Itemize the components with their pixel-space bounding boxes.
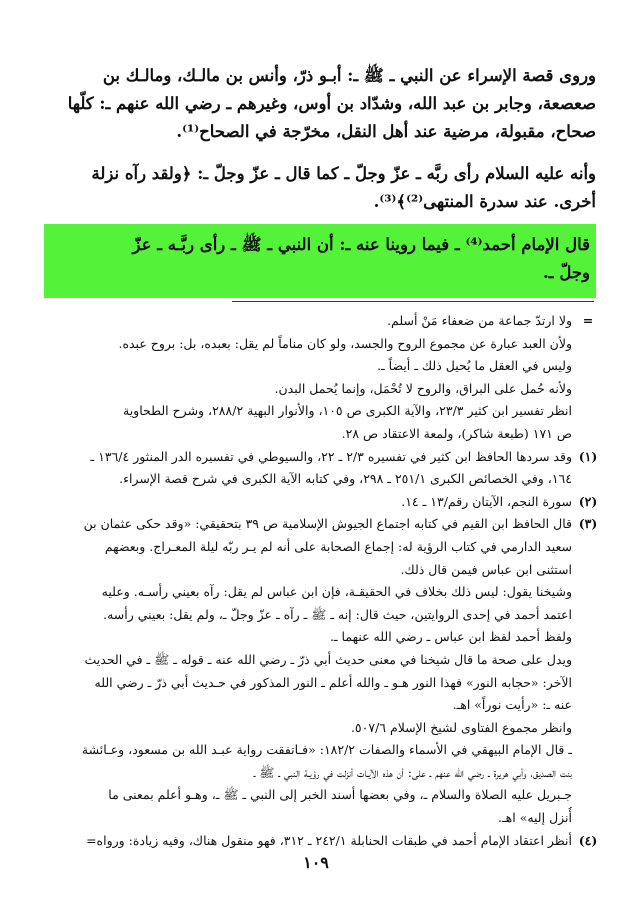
footnote-line: وشيخنا يقول: ليس ذلك بخلاف في الحقيقـة، فإن ابن عباس لم يقل: رآه بعيني رأسـه. وعليه [101,584,572,600]
page-number: ١٠٩ [303,853,329,872]
paragraph-vision [38,160,596,216]
footnote-continued [28,310,604,446]
footnote-line: عنه ـ: «رأيت نوراً» اهـ. [452,697,572,713]
text-line: أخرى. عند سدرة المنتهى⁽²⁾﴾⁽³⁾. [373,192,596,211]
footnotes [28,310,604,852]
footnote-line: سعيد الدارمي في كتاب الرؤية له: إجماع الصحابة على أنه لم يـر ربّه ليلة المعـراج. وبعضهم [104,538,572,554]
footnote-line: ص ١٧١ (طبعة شاكر)، ولمعة الاعتقاد ص ٢٨. [341,425,572,441]
footnote-number: (٤) [578,832,598,848]
footnote-line: وليس في العقل ما يُحيل ذلك ـ أيضاً ـ. [377,358,572,374]
footnote-line: ولفظ أحمد لفظ ابن عباس ـ رضي الله عنهما ـ. [329,629,572,645]
footnote-line: ولأن العبد عبارة عن مجموع الروح والجسد، ولو كان مناماً لم يقل: بعبده، بل: بروح عبده. [118,335,572,351]
footnote-number: (٣) [578,516,598,532]
text-line: قال الإمام أحمد⁽⁴⁾ ـ فيما روينا عنه ـ: أن النبي ـ ﷺ ـ رأى ربَّـه ـ عزّ [132,235,590,254]
footnote-1 [28,446,604,491]
footnote-3 [28,513,604,829]
footnote-line: أُنزل إليه» اهـ. [498,810,572,826]
footnote-line: ـ قال الإمام البيهقي في الأسماء والصفات ١٨٢/٢: «فـاتفقت رواية عبـد الله بن مسعود، وعـائشة [81,742,572,758]
footnote-line: جـبريل عليه الصلاة والسلام ـ، وفي بعضها أسند الخبر إلى النبي ـ ﷺ ـ، وهـو أعلم بمعنى ما [108,787,572,803]
footnote-4 [28,830,604,853]
text-line: صحاح، مقبولة، مرضية عند أهل النقل، مخرّجة في الصحاح⁽¹⁾. [176,122,596,141]
footnote-line: انظر تفسير ابن كثير ٢٣/٣، والآية الكبرى ص ١٠٥، والأنوار البهية ٢٨٨/٢، وشرح الطحاوية [123,403,572,419]
text-line: وأنه عليه السلام رأى ربَّه ـ عزّ وجلّ ـ كما قال ـ عزّ وجلّ ـ: ﴿ولقد رآه نزلة [91,164,596,183]
footnote-line: بنت الصديق، وأبي هريرة ـ رضي الله عنهم ـ على: أن هذه الآيـات أنزلت في رؤيـة النبي ـ ﷺ ـ [253,764,572,780]
footnote-separator [232,301,594,302]
footnote-line: قال الحافظ ابن القيم في كتابه اجتماع الجيوش الإسلامية ص ٣٩ بتحقيقي: «وقد حكى عثمان بن [83,516,572,532]
footnote-line: ويدل على صحة ما قال شيخنا في معنى حديث أبي ذرّ ـ رضي الله عنه ـ قوله ـ ﷺ ـ في الحديث [84,651,572,667]
footnote-line: اعتمد أحمد في إحدى الروايتين، حيث قال: إنه ـ ﷺ ـ رآه ـ عزّ وجلّ ـ، ولم يقل: بعيني رأسه. [103,606,572,622]
text-line: صعصعة، وجابر بن عبد الله، وشدّاد بن أوس، وغيرهم ـ رضي الله عنهم ـ: كلّها [67,94,596,113]
footnote-line: سورة النجم، الآيتان رقم/١٣ ـ ١٤. [401,493,572,509]
footnote-line: وقد سردها الحافظ ابن كثير في تفسيره ٢/٣ ـ ٢٢، والسيوطي في تفسيره الدر المنثور ١٣٦/٤ ـ [90,448,572,464]
text-line: وجلّ ـ. [543,263,590,282]
text-line: وروى قصة الإسراء عن النبي ـ ﷺ ـ: أبـو ذرّ، وأنس بن مالـك، ومالـك بن [102,66,596,85]
footnote-line: ١٦٤، وفي الخصائص الكبرى ٢٥١/١ ـ ٢٩٨، وفي كتابه الآية الكبرى في شرح قصة الإسراء. [119,471,572,487]
footnote-line: أنظر اعتقاد الإمام أحمد في طبقات الحنابلة ٢٤٢/١ ـ ٣١٢، فهو منقول هناك، وفيه زيادة: ورواه= [86,832,572,848]
footnote-2 [28,491,604,514]
footnote-number: (١) [578,448,598,464]
paragraph-imam-ahmad [50,231,590,287]
paragraph-isra-narrators [38,62,596,146]
footnote-number: = [582,313,594,328]
footnote-line: ولأنه حُمل على البراق، والروح لا تُحْمَل، وإنما يُحمل البدن. [274,380,572,396]
footnote-line: وانظر مجموع الفتاوى لشيخ الإسلام ٥٠٧/٦. [350,719,572,735]
footnote-line: ولا ارتدّ جماعة من ضعفاء مَنْ أسلم. [387,313,572,328]
footnote-line: استثنى ابن عباس فيمن قال ذلك. [400,561,572,577]
footnote-line: الآخر: «حجابه النور» فهذا النور هـو ـ والله أعلم ـ النور المذكور في حـديث أبي ذرّ ـ رضي الله [94,674,572,690]
footnote-number: (٢) [578,493,598,509]
